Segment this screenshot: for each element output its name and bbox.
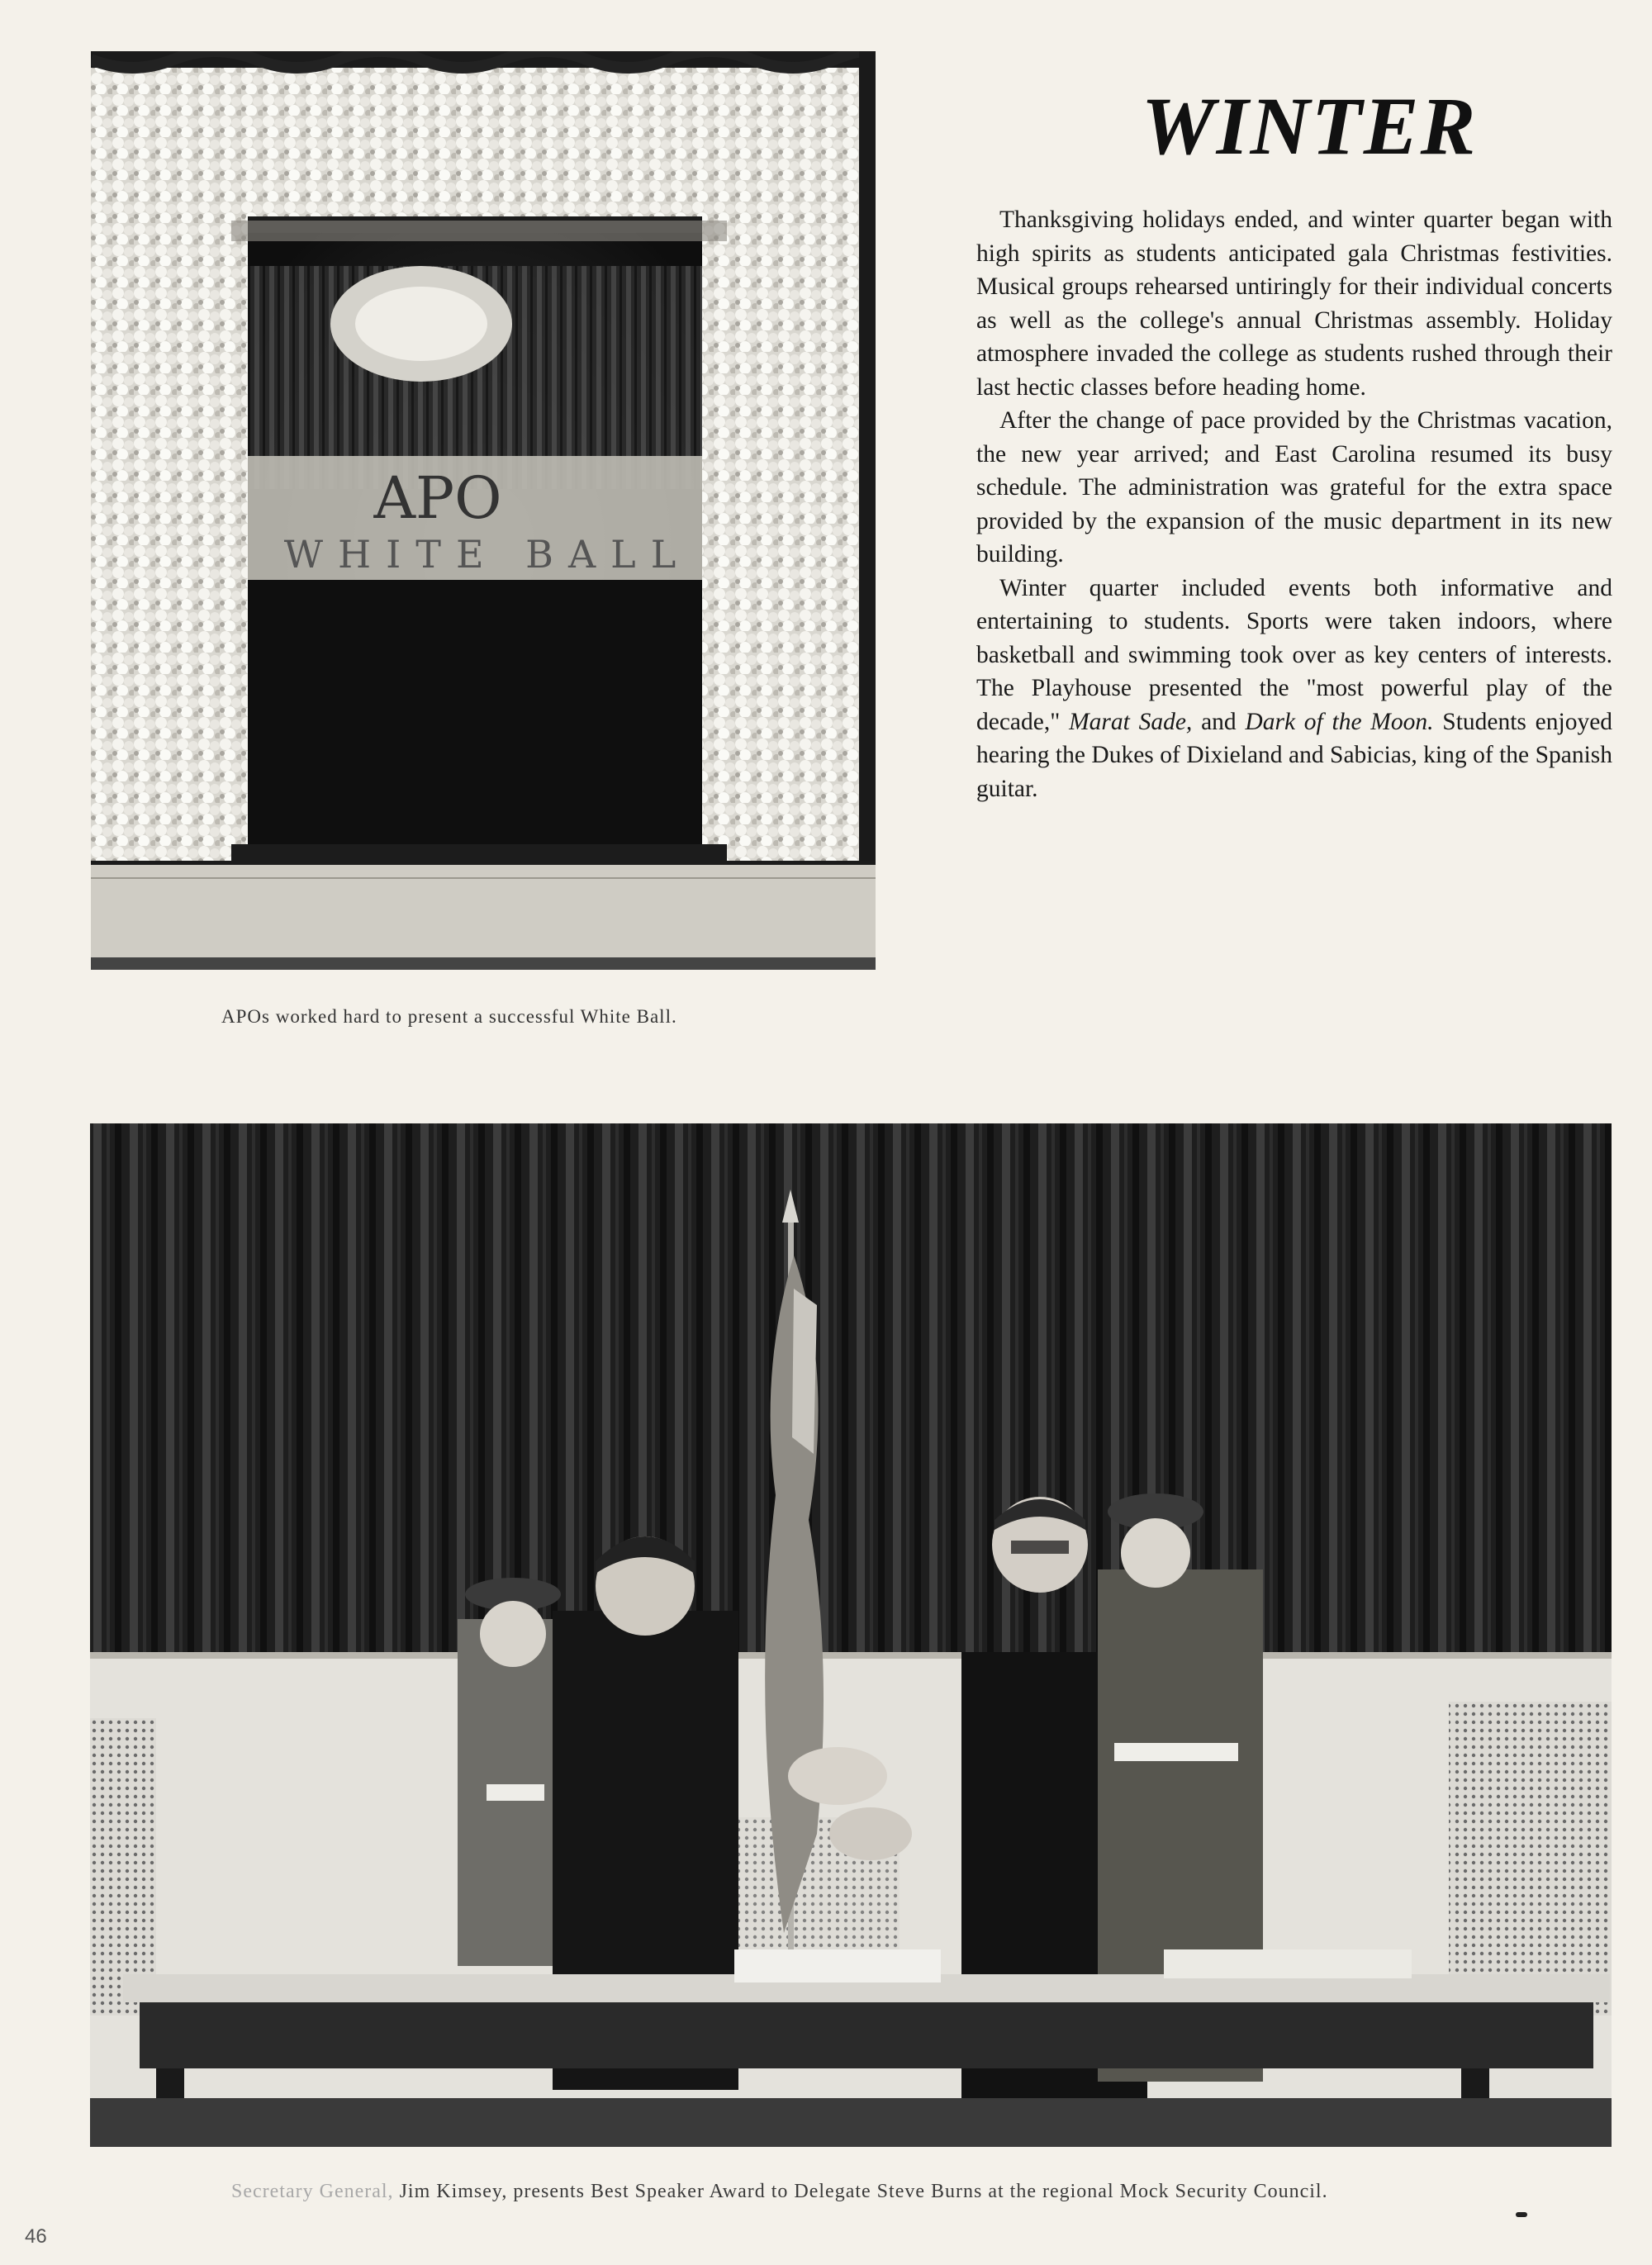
page-number: 46 [25, 2225, 47, 2248]
paragraph-3 [976, 572, 1612, 806]
play-title-dark-of-the-moon: Dark of the Moon. [1245, 708, 1434, 735]
paragraph-3-and: and [1201, 708, 1237, 735]
top-photo-caption: APOs worked hard to present a successful White Ball. [221, 1006, 677, 1027]
play-title-marat-sade: Marat Sade, [1069, 708, 1193, 735]
bottom-photo-caption [231, 2181, 1328, 2203]
caption-faded-part: Secretary General, [231, 2181, 394, 2202]
award-ceremony-photo-image [90, 1123, 1612, 2147]
sign-apo: APO [373, 464, 502, 532]
caption-main-part: Jim Kimsey, presents Best Speaker Award to Delegate Steve Burns at the regional Mock Security Council. [399, 2181, 1328, 2202]
paragraph-3-start: Winter quarter included events both informative and entertaining to students. Sports were taken indoors, where basketball and swimming took over as key centers of interests. The Playhouse presented the "most powerful play of the decade," [976, 574, 1612, 735]
paragraph-3-end: Students enjoyed hearing the Dukes of Dixieland and Sabicias, king of the Spanish guitar. [976, 708, 1613, 802]
page-title: WINTER [1141, 80, 1478, 172]
print-speck [1516, 2212, 1527, 2217]
paragraph-1: Thanksgiving holidays ended, and winter quarter began with high spirits as students anticipated gala Christmas festivities. Musical groups rehearsed untiringly for their individual concerts as well as the college's annual Christmas assembly. Holiday atmosphere invaded the college as students rushed through their last hectic classes before heading home. [976, 207, 1612, 401]
paragraph-2: After the change of pace provided by the Christmas vacation, the new year arrived; and East Carolina resumed its busy schedule. The administration was grateful for the extra space provided by the expansion of the music department in its new building. [976, 407, 1612, 567]
award-ceremony-photo [90, 1123, 1612, 2147]
sign-white-ball: WHITE BALL [283, 532, 691, 577]
article-body [976, 203, 1612, 805]
white-ball-photo-image [91, 51, 876, 970]
white-ball-photo [91, 51, 876, 970]
